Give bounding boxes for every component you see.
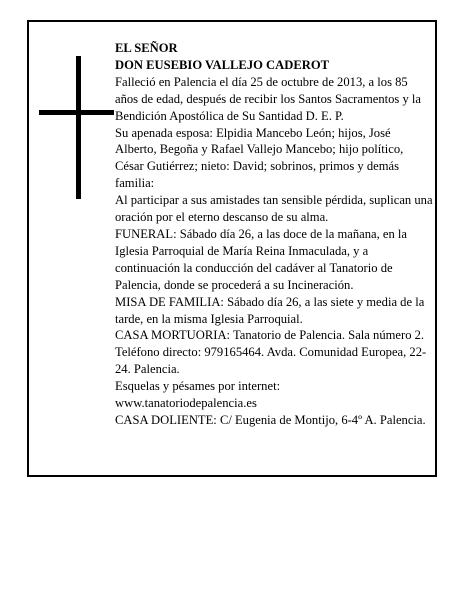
obituary-text	[115, 40, 433, 429]
tanatorio-website-link[interactable]: www.tanatoriodepalencia.es	[115, 396, 257, 411]
prayer-request: Al participar a sus amistades tan sensible pérdida, suplican una oración por el eterno descanso de su alma.	[115, 193, 433, 225]
home-address: CASA DOLIENTE: C/ Eugenia de Montijo, 6-4º A. Palencia.	[115, 412, 426, 427]
cross-icon	[39, 56, 114, 199]
online-condolences-label: Esquelas y pésames por internet:	[115, 379, 281, 394]
deceased-header: EL SEÑOR	[115, 41, 178, 55]
family-members: Su apenada esposa: Elpidia Mancebo León; hijos, José Alberto, Begoña y Rafael Vallejo Mancebo; hijo político, César Gutiérrez; nieto: David; sobrinos, primos y demás familia:	[115, 125, 404, 191]
cross-horizontal-bar	[39, 110, 114, 115]
death-announcement: Falleció en Palencia el día 25 de octubre de 2013, a los 85 años de edad, después de recibir los Santos Sacramentos y la Bendición Apostólica de Su Santidad D. E. P.	[115, 74, 422, 123]
family-mass-details: MISA DE FAMILIA: Sábado día 26, a las siete y media de la tarde, en la misma Iglesia Parroquial.	[115, 294, 425, 326]
cross-vertical-bar	[76, 56, 81, 199]
mortuary-details: CASA MORTUORIA: Tanatorio de Palencia. Sala número 2. Teléfono directo: 979165464. Avda. Comunidad Europea, 22-24. Palencia.	[115, 328, 427, 377]
obituary-notice	[27, 20, 437, 477]
deceased-name: DON EUSEBIO VALLEJO CADEROT	[115, 57, 330, 72]
funeral-details: FUNERAL: Sábado día 26, a las doce de la mañana, en la Iglesia Parroquial de María Reina Inmaculada, y a continuación la conducción del cadáver al Tanatorio de Palencia, donde se procederá a su Incineración.	[115, 226, 408, 292]
